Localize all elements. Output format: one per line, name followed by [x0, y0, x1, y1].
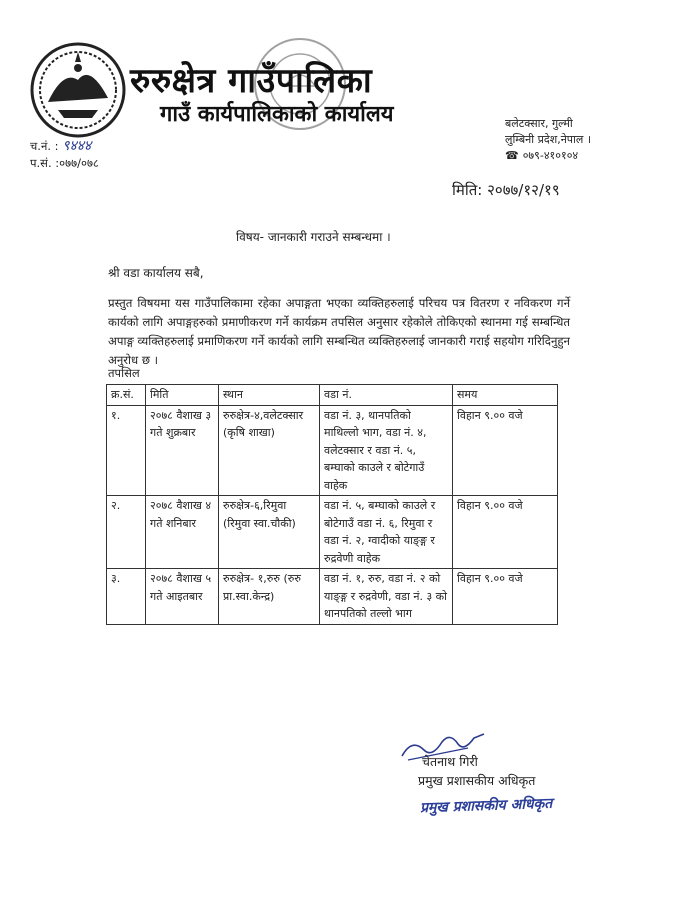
table-row [107, 405, 558, 496]
cell-serial: २. [107, 496, 146, 569]
cell-time: विहान ९.०० वजे [453, 496, 558, 569]
cell-time: विहान ९.०० वजे [453, 405, 558, 496]
phone-line [505, 148, 591, 164]
address-line-2: लुम्बिनी प्रदेश,नेपाल । [505, 133, 592, 146]
letter-number-line [30, 155, 99, 172]
cell-serial: ३. [107, 569, 146, 625]
cell-date: २०७८ वैशाख ५ गते आइतबार [146, 569, 219, 625]
cell-serial: १. [107, 405, 146, 496]
municipality-name: रुरुक्षेत्र गाउँपालिका [130, 61, 373, 101]
letter-label: प.सं. : [30, 156, 60, 170]
phone-icon: ☎ [505, 149, 519, 162]
table-row [107, 569, 558, 625]
letter-subject: विषय- जानकारी गराउने सम्बन्धमा । [236, 230, 391, 244]
header-serial: क्र.सं. [107, 385, 146, 406]
header-place: स्थान [219, 385, 320, 406]
letter-body: प्रस्तुत विषयमा यस गाउँपालिकामा रहेका अपाङ्गता भएका व्यक्तिहरुलाई परिचय पत्र वितरण र नविकरण गर्ने कार्यको लागि अपाङ्गहरुको प्रमाणीकरण गर्ने कार्यक्रम तपसिल अनुसार रहेकोले तोकिएको स्थानमा गई सम्बन्धित अपाङ्ग व्यक्तिहरुलाई प्रमाणिकरण गर्ने कार्यको लागि सम्बन्धित व्यक्तिहरुलाई जानकारी गराई सहयोग गरिदिनुहुन अनुरोध छ । [108, 296, 570, 367]
schedule-table [106, 384, 558, 625]
table-row [107, 496, 558, 569]
dispatch-number-line [30, 138, 99, 155]
phone-number: ०७९-४१०१०४ [522, 149, 579, 162]
cell-date: २०७८ वैशाख ३ गते शुक्रबार [146, 405, 219, 496]
office-address [505, 116, 591, 164]
cell-place: रुरुक्षेत्र-६,रिमुवा (रिमुवा स्वा.चौकी) [219, 496, 320, 569]
cell-time: विहान ९.०० वजे [453, 569, 558, 625]
header-ward: वडा नं. [320, 385, 453, 406]
official-stamp: प्रमुख प्रशासकीय अधिकृत [419, 795, 553, 817]
cell-ward: वडा नं. ५, बम्घाको काउले र बोटेगाउँ वडा नं. ६, रिमुवा र वडा नं. २, ग्वादीको याङ्ङ्ग र रुद्रवेणी वाहेक [320, 496, 453, 569]
cell-ward: वडा नं. ३, थानपतिको माथिल्लो भाग, वडा नं. ४, वलेटक्सार र वडा नं. ५, बम्घाको काउले र बोटेगाउँ वाहेक [320, 405, 453, 496]
office-name: गाउँ कार्यपालिकाको कार्यालय [160, 102, 394, 127]
nepal-emblem-icon [28, 40, 128, 140]
schedule-label: तपसिल [108, 366, 140, 380]
header-date: मिति [146, 385, 219, 406]
letter-addressee: श्री वडा कार्यालय सबै, [108, 266, 204, 280]
signature-block [418, 752, 535, 790]
signatory-title: प्रमुख प्रशासकीय अधिकृत [418, 773, 536, 788]
cell-date: २०७८ वैशाख ४ गते शनिबार [146, 496, 219, 569]
address-line-1: बलेटक्सार, गुल्मी [505, 117, 573, 130]
dispatch-number: ९४४४ [62, 138, 92, 154]
table-header-row [107, 385, 558, 406]
cell-place: रुरुक्षेत्र-४,वलेटक्सार (कृषि शाखा) [219, 405, 320, 496]
letter-number: ०७७/०७८ [59, 156, 99, 170]
dispatch-label: च.नं. : [30, 139, 59, 153]
header-time: समय [453, 385, 558, 406]
reference-numbers [30, 138, 99, 172]
cell-place: रुरुक्षेत्र- १,रुरु (रुरु प्रा.स्वा.केन्द्र) [219, 569, 320, 625]
letter-date: मिति: २०७७/१२/१९ [452, 181, 560, 199]
signatory-name: चेतनाथ गिरी [422, 754, 478, 769]
cell-ward: वडा नं. १, रुरु, वडा नं. २ को याङ्ङ्ग र रुद्रवेणी, वडा नं. ३ को थानपतिको तल्लो भाग [320, 569, 453, 625]
